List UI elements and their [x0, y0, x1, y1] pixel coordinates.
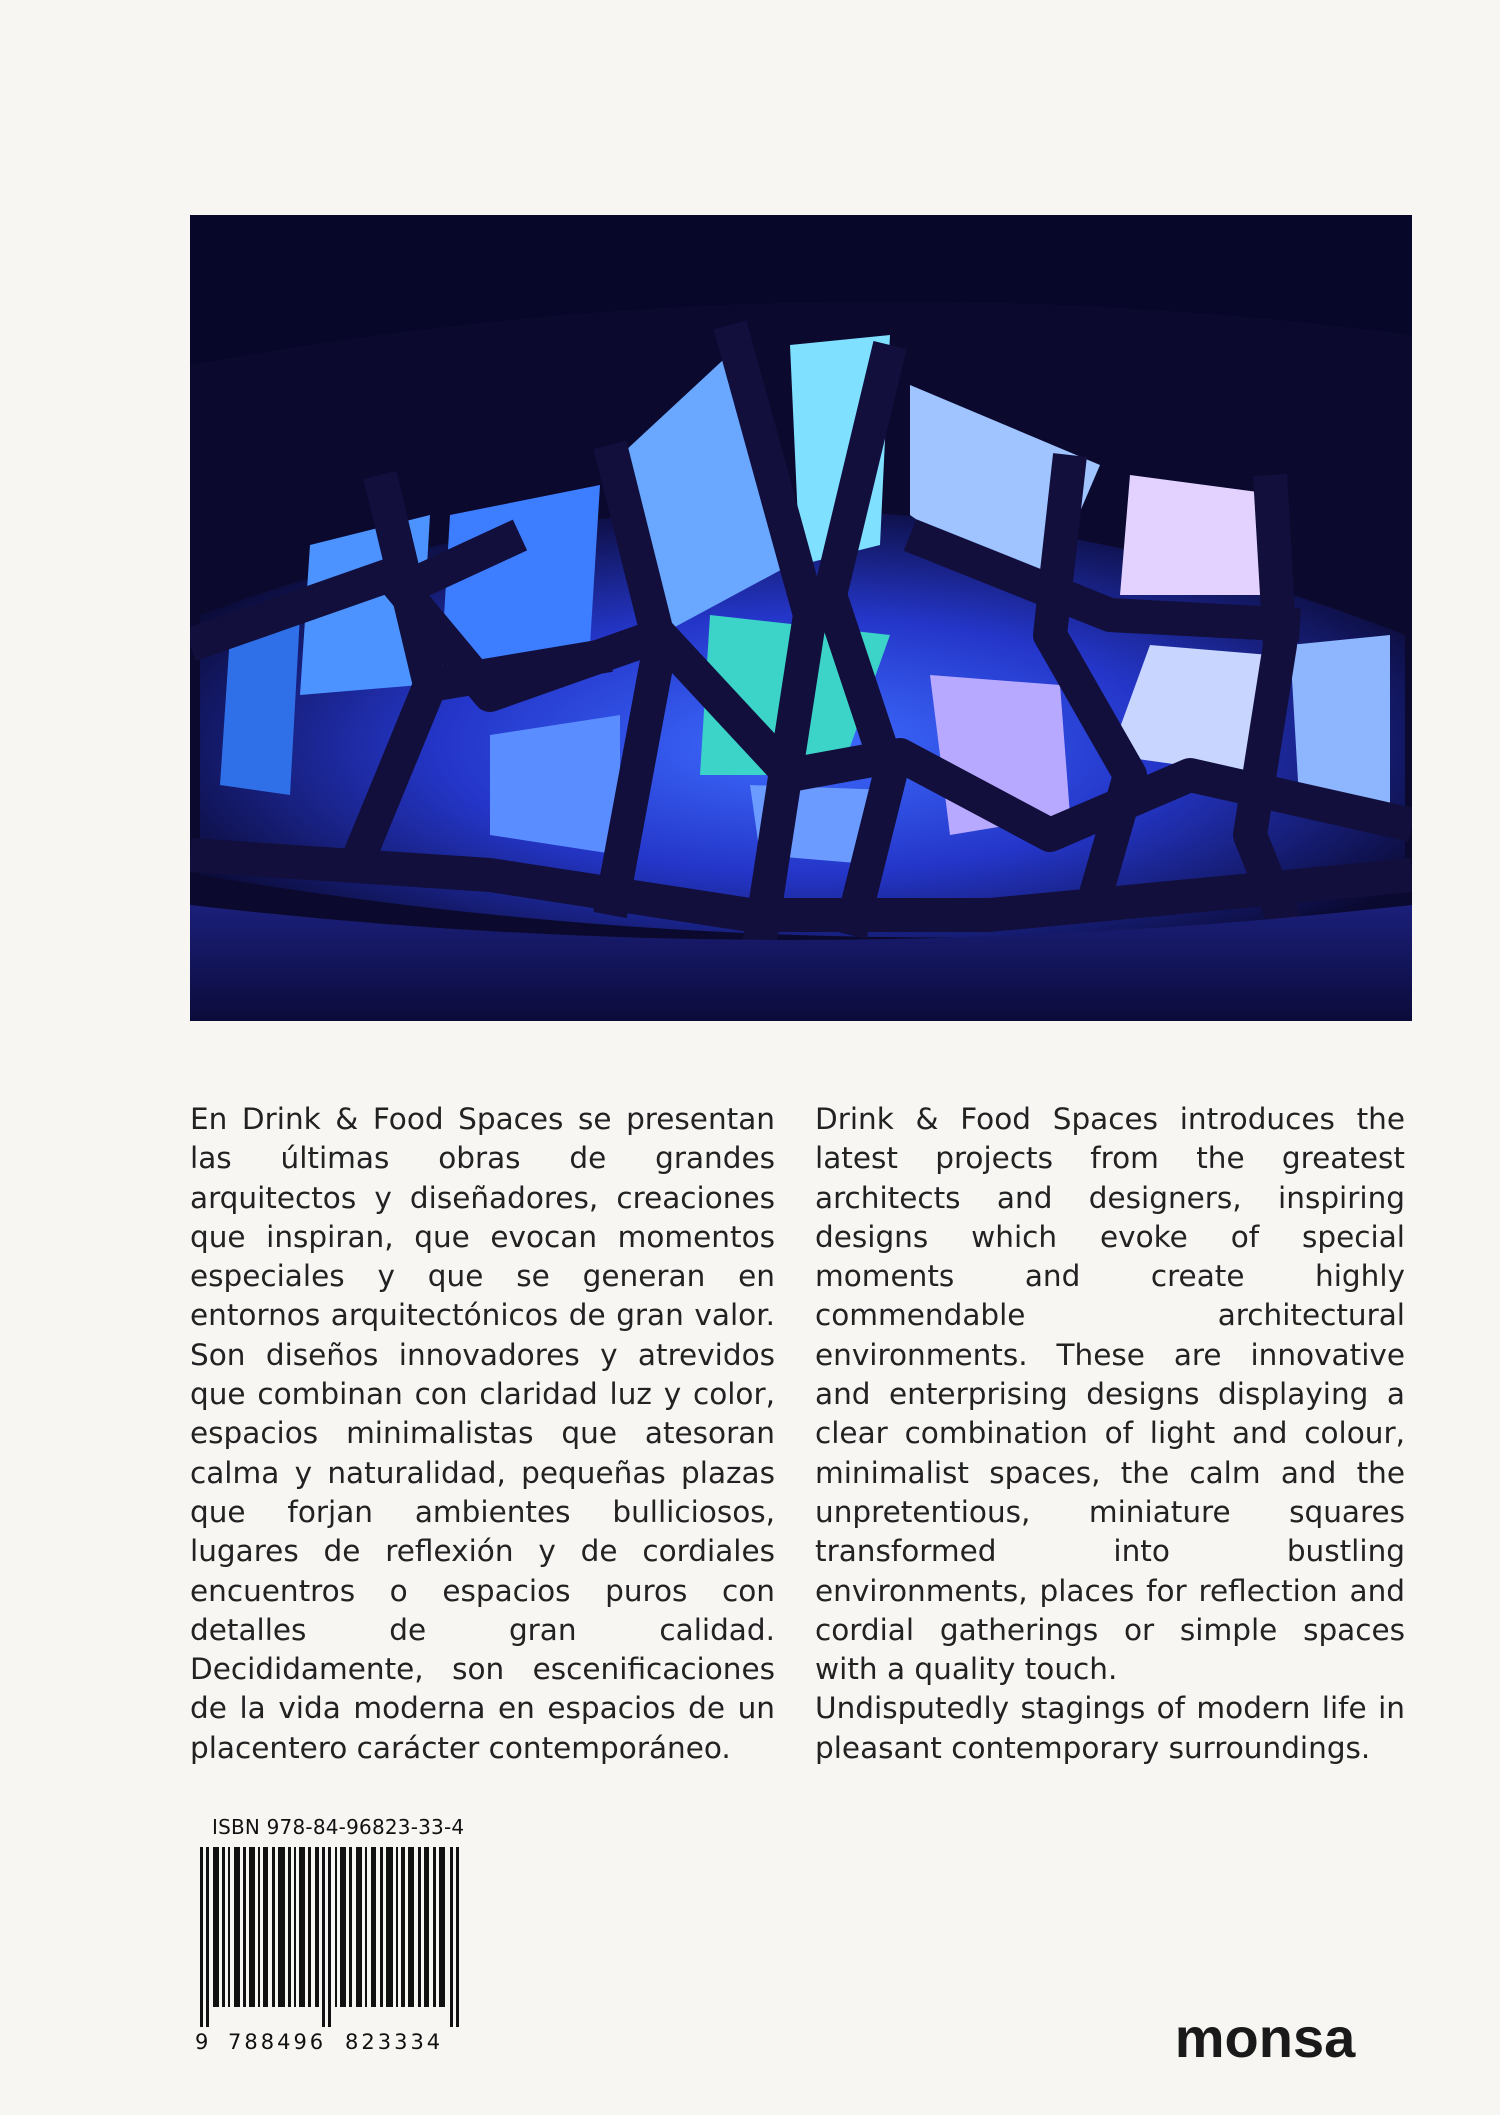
spanish-paragraph: En Drink & Food Spaces se presentan las últimas obras de grandes arquitectos y diseñadores, creaciones que inspiran, que evocan momentos especiales y que se generan en entornos arquitectónicos de gran valor. Son diseños innovadores y atrevidos que combinan con claridad luz y color, espacios minimalistas que atesoran calma y naturalidad, pequeñas plazas que forjan ambientes bulliciosos, lugares de reflexión y de cordiales encuentros o espacios puros con detalles de gran calidad. Decididamente, son escenificaciones de la vida moderna en espacios de un placentero carácter contemporáneo. — [190, 1102, 775, 1765]
english-description — [815, 1100, 1405, 1768]
barcode-digit-prefix: 9 — [195, 2030, 209, 2054]
monsa-logo-icon — [1165, 2005, 1365, 2075]
architecture-photo-icon — [190, 215, 1412, 1021]
logo-text: monsa — [1174, 2006, 1356, 2069]
isbn-label: ISBN 978-84-96823-33-4 — [212, 1815, 465, 1839]
english-paragraph-1: Drink & Food Spaces introduces the latest projects from the greatest architects and designers, inspiring designs which evoke of special moments and create highly commendable architectural environments. These are innovative and enterprising designs displaying a clear combination of light and colour, minimalist spaces, the calm and the unpretentious, miniature squares transformed into bustling environments, places for reflection and cordial gatherings or simple spaces with a quality touch. — [815, 1102, 1405, 1687]
spanish-description — [190, 1100, 775, 1768]
barcode-digits — [195, 2030, 480, 2060]
barcode-digits-right: 823334 — [345, 2030, 444, 2054]
publisher-logo — [1165, 2005, 1365, 2075]
cover-photo — [190, 215, 1412, 1021]
barcode-icon — [200, 1847, 465, 2027]
barcode-digits-left: 788496 — [228, 2030, 327, 2054]
english-paragraph-2: Undisputedly stagings of modern life in pleasant contemporary surroundings. — [815, 1691, 1405, 1765]
